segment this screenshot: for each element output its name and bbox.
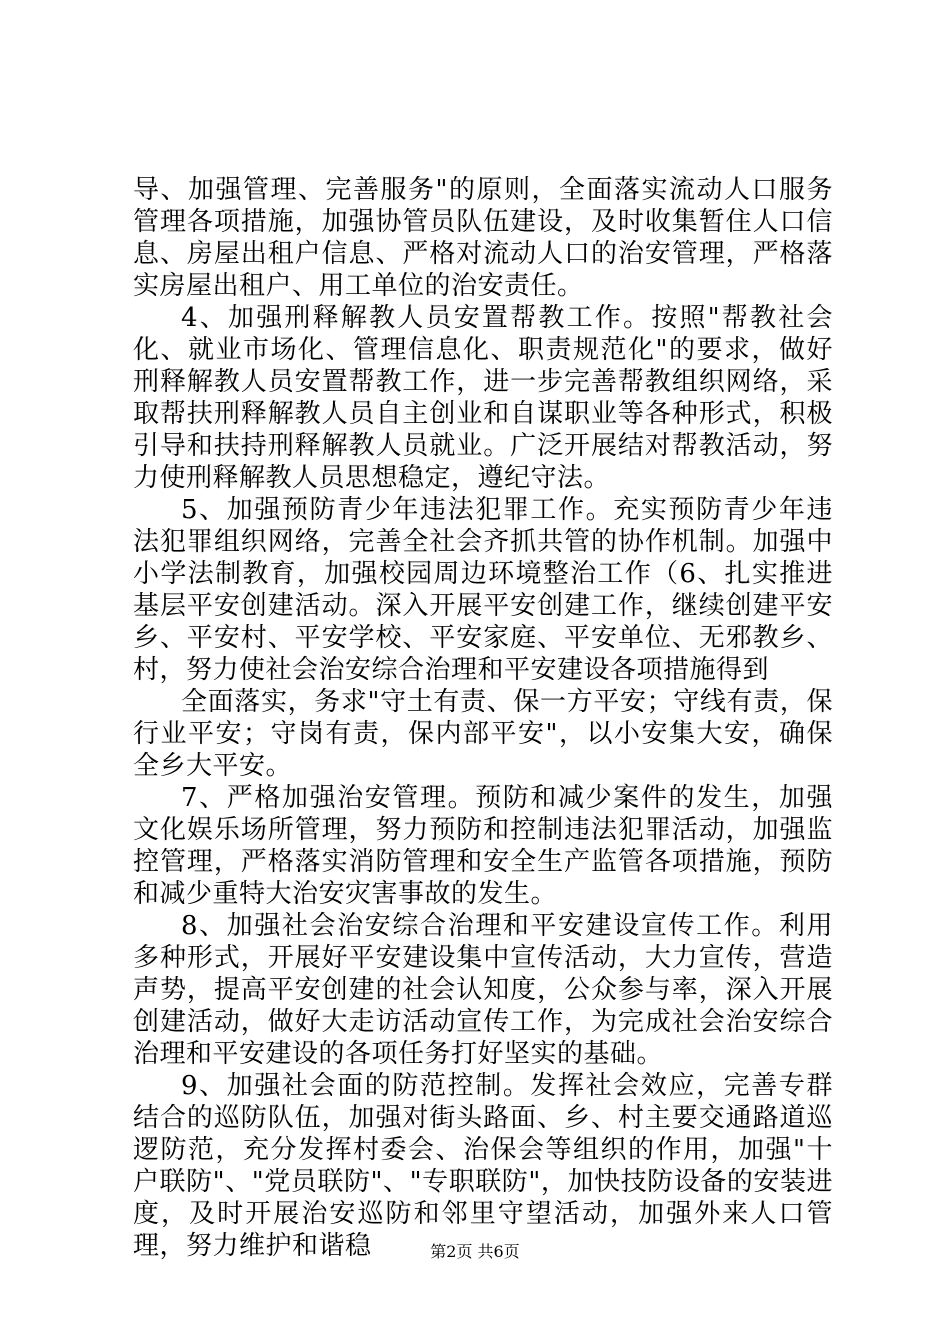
paragraph-item-4: 4、加强刑释解教人员安置帮教工作。按照"帮教社会化、就业市场化、管理信息化、职责规范化"的要求，做好刑释解教人员安置帮教工作，进一步完善帮教组织网络，采取帮扶刑释解教人员自主创业和自谋职业等各种形式，积极引导和扶持刑释解教人员就业。广泛开展结对帮教活动，努力使刑释解教人员思想稳定，遵纪守法。 — [133, 303, 833, 493]
paragraph-item-7: 7、严格加强治安管理。预防和减少案件的发生，加强文化娱乐场所管理，努力预防和控制违法犯罪活动，加强监控管理，严格落实消防管理和安全生产监管各项措施，预防和减少重特大治安灾害事故的发生。 — [133, 783, 833, 909]
paragraph-item-6-continued: 全面落实，务求"守土有责、保一方平安；守线有责，保行业平安；守岗有责，保内部平安"，以小安集大安，确保全乡大平安。 — [133, 687, 833, 781]
page-number-footer: 第2页 共6页 — [430, 1242, 520, 1261]
paragraph-continuation: 导、加强管理、完善服务"的原则，全面落实流动人口服务管理各项措施，加强协管员队伍建设，及时收集暂住人口信息、房屋出租户信息、严格对流动人口的治安管理，严格落实房屋出租户、用工单位的治安责任。 — [133, 175, 833, 301]
paragraph-item-9: 9、加强社会面的防范控制。发挥社会效应，完善专群结合的巡防队伍，加强对街头路面、乡、村主要交通路道巡逻防范，充分发挥村委会、治保会等组织的作用，加强"十户联防"、"党员联防"、"专职联防"，加快技防设备的安装进度，及时开展治安巡防和邻里守望活动，加强外来人口管理，努力维护和谐稳 — [133, 1071, 833, 1261]
paragraph-item-5: 5、加强预防青少年违法犯罪工作。充实预防青少年违法犯罪组织网络，完善全社会齐抓共管的协作机制。加强中小学法制教育，加强校园周边环境整治工作（6、扎实推进基层平安创建活动。深入开展平安创建工作，继续创建平安乡、平安村、平安学校、平安家庭、平安单位、无邪教乡、村，努力使社会治安综合治理和平安建设各项措施得到 — [133, 495, 833, 685]
paragraph-item-8: 8、加强社会治安综合治理和平安建设宣传工作。利用多种形式，开展好平安建设集中宣传活动，大力宣传，营造声势，提高平安创建的社会认知度，公众参与率，深入开展创建活动，做好大走访活动宣传工作，为完成社会治安综合治理和平安建设的各项任务打好坚实的基础。 — [133, 911, 833, 1069]
document-body — [133, 174, 833, 1262]
